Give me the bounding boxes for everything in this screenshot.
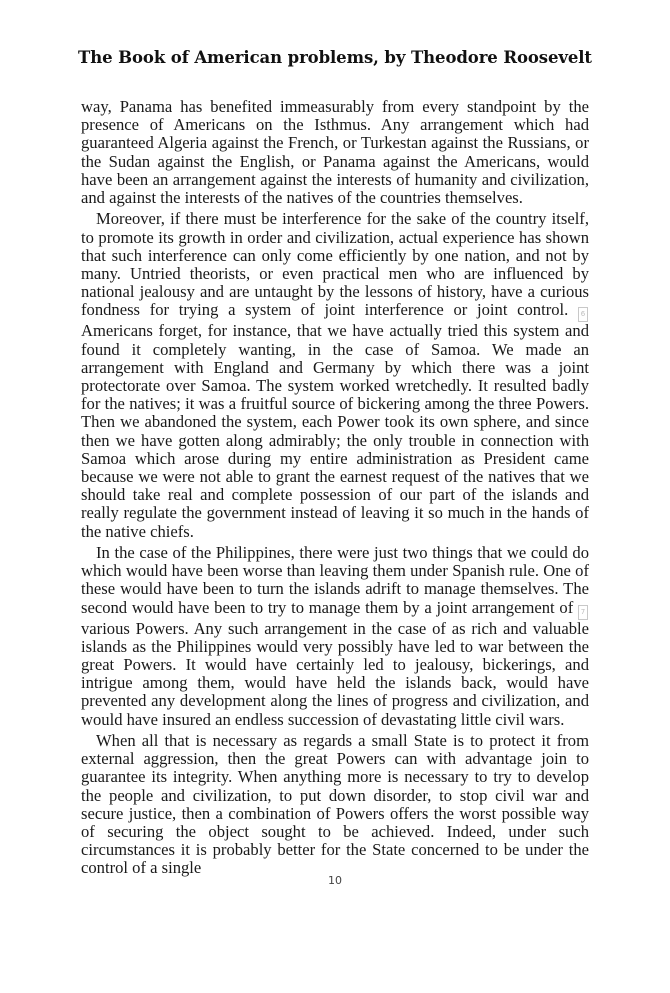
paragraph-small-state: [81, 732, 589, 878]
paragraph-samoa: [81, 210, 589, 540]
page-marker-6[interactable]: 6: [578, 307, 588, 322]
paragraph-text-after-marker: Americans forget, for instance, that we have actually tried this system and found it completely wanting, in the case of Samoa. We made an arrangement with England and Germany by which there was a joint protectorate over Samoa. The system worked wretchedly. It resulted badly for the natives; it was a fruitful source of bickering among the three Powers. Then we abandoned the system, each Power took its own sphere, and since then we have gotten along admirably; the only trouble in connection with Samoa which arose during my entire administration as President came because we were not able to grant the earnest request of the natives that we should take real and complete possession of our part of the islands and really regulate the government instead of leaving it so much in the hands of the native chiefs.: [81, 321, 589, 541]
document-body: [81, 98, 589, 881]
page-marker-7[interactable]: 7: [578, 605, 588, 620]
paragraph-philippines: [81, 544, 589, 729]
paragraph-text-before-marker: Moreover, if there must be interference for the sake of the country itself, to promote its growth in order and civilization, actual experience has shown that such interference can only come efficiently by one nation, and not by many. Untried theorists, or even practical men who are influenced by national jealousy and are untaught by the lessons of history, have a curious fondness for trying a system of joint interference or joint control.: [81, 209, 589, 320]
page-title: The Book of American problems, by Theodore Roosevelt: [78, 48, 592, 67]
paragraph-text-before-marker: In the case of the Philippines, there were just two things that we could do which would have been worse than leaving them under Spanish rule. One of these would have been to turn the islands adrift to manage themselves. The second would have been to try to manage them by a joint arrangement of: [81, 543, 589, 617]
paragraph-continuation: [81, 98, 589, 207]
paragraph-text: way, Panama has benefited immeasurably from every standpoint by the presence of Americans on the Isthmus. Any arrangement which had guaranteed Algeria against the French, or Turkestan against the Russians, or the Sudan against the English, or Panama against the Americans, would have been an arrangement against the interests of humanity and civilization, and against the interests of the natives of the countries themselves.: [81, 97, 589, 208]
paragraph-text: When all that is necessary as regards a small State is to protect it from external aggression, then the great Powers can with advantage join to guarantee its integrity. When anything more is necessary to try to develop the people and civilization, to put down disorder, to stop civil war and secure justice, then a combination of Powers offers the worst possible way of securing the object sought to be achieved. Indeed, under such circumstances it is probably better for the State concerned to be under the control of a single: [81, 731, 589, 878]
paragraph-text-after-marker: various Powers. Any such arrangement in the case of as rich and valuable islands as the Philippines would very possibly have led to war between the great Powers. It would have certainly led to jealousy, bickerings, and intrigue among them, would have held the islands back, would have prevented any development along the lines of progress and civilization, and would have insured an endless succession of devastating little civil wars.: [81, 618, 589, 729]
page-number: 10: [328, 874, 342, 887]
